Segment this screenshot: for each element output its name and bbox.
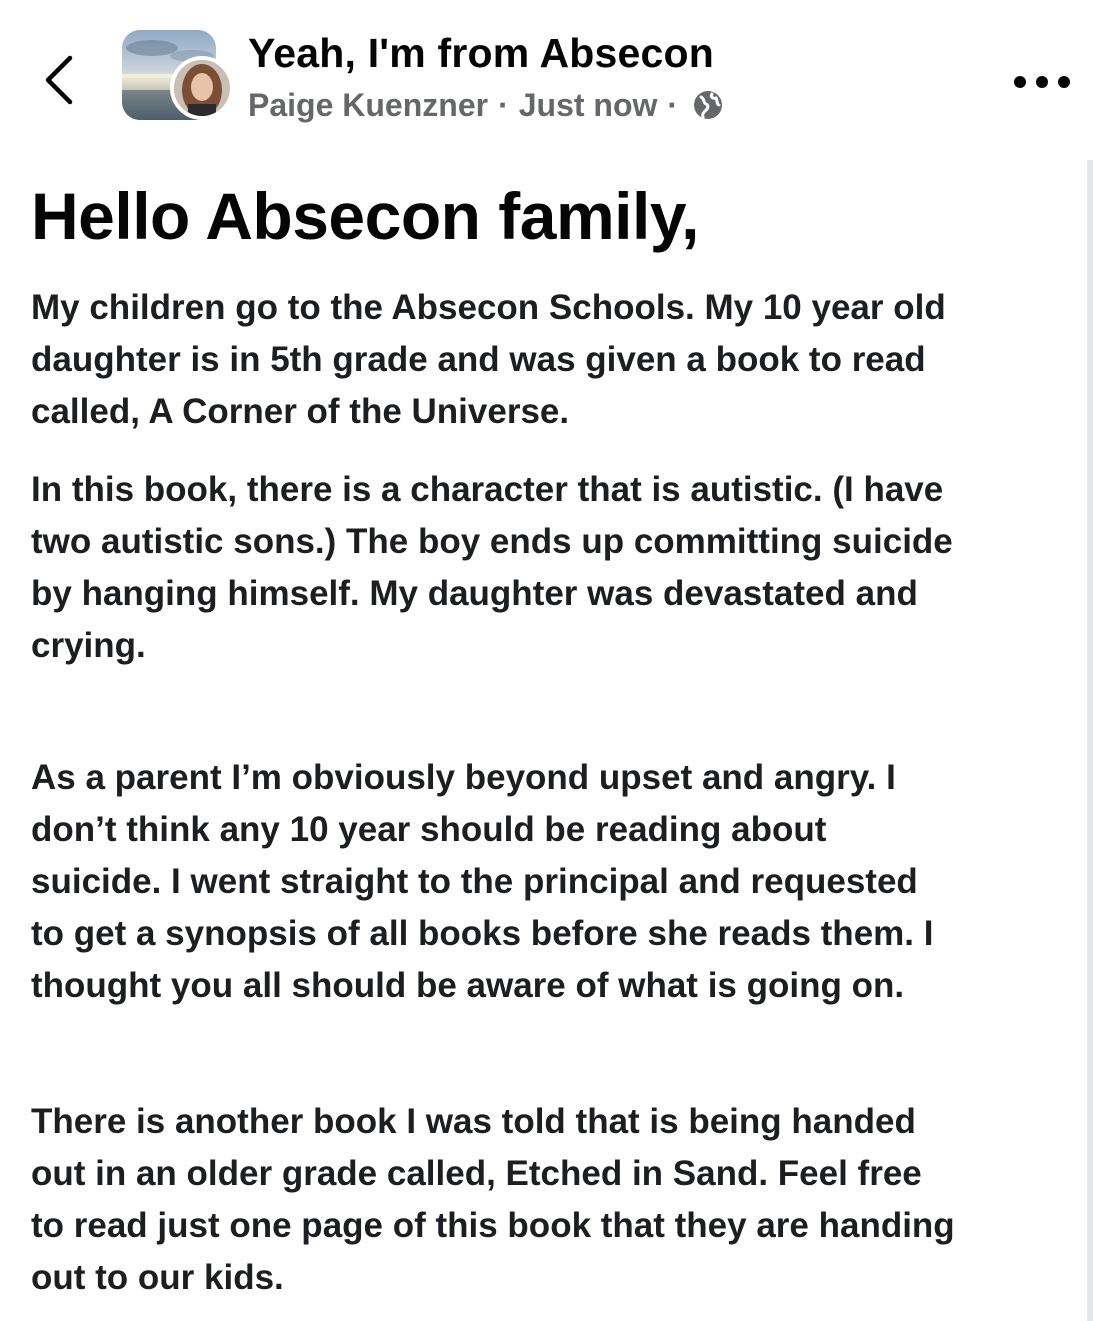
post-header: [0, 0, 1093, 140]
meta-separator: ·: [498, 86, 509, 123]
post-meta: [248, 84, 724, 126]
post-paragraph: My children go to the Absecon Schools. My 10 year old daughter is in 5th grade and was given a book to read called, A Corner of the Universe.: [31, 288, 946, 431]
chevron-left-icon: [40, 52, 80, 108]
more-horizontal-icon: [1014, 76, 1026, 88]
author-name[interactable]: Paige Kuenzner: [248, 86, 489, 123]
post-paragraph: There is another book I was told that is being handed out in an older grade called, Etched in Sand. Feel free to read just one page of this book that they are handing out to our kids.: [31, 1102, 955, 1297]
more-horizontal-icon: [1058, 76, 1070, 88]
group-name[interactable]: Yeah, I'm from Absecon: [248, 30, 715, 76]
meta-separator: ·: [667, 86, 679, 123]
author-avatar[interactable]: [170, 56, 234, 120]
post-paragraph: In this book, there is a character that is autistic. (I have two autistic sons.) The boy ends up committing suicide by hanging himself. My daughter was devastated and crying.: [31, 470, 953, 665]
post-body: [31, 170, 1076, 1304]
globe-icon: [692, 89, 724, 121]
post-paragraph: As a parent I’m obviously beyond upset and angry. I don’t think any 10 year should be reading about suicide. I went straight to the principal and requested to get a synopsis of all books before she reads them. I thought you all should be aware of what is going on.: [31, 758, 934, 1005]
more-horizontal-icon: [1036, 76, 1048, 88]
more-options-button[interactable]: [1014, 70, 1070, 94]
post-timestamp[interactable]: Just now: [518, 86, 658, 123]
post-headline: Hello Absecon family,: [31, 179, 699, 253]
scrollbar[interactable]: [1087, 160, 1093, 1321]
back-button[interactable]: [40, 52, 80, 108]
